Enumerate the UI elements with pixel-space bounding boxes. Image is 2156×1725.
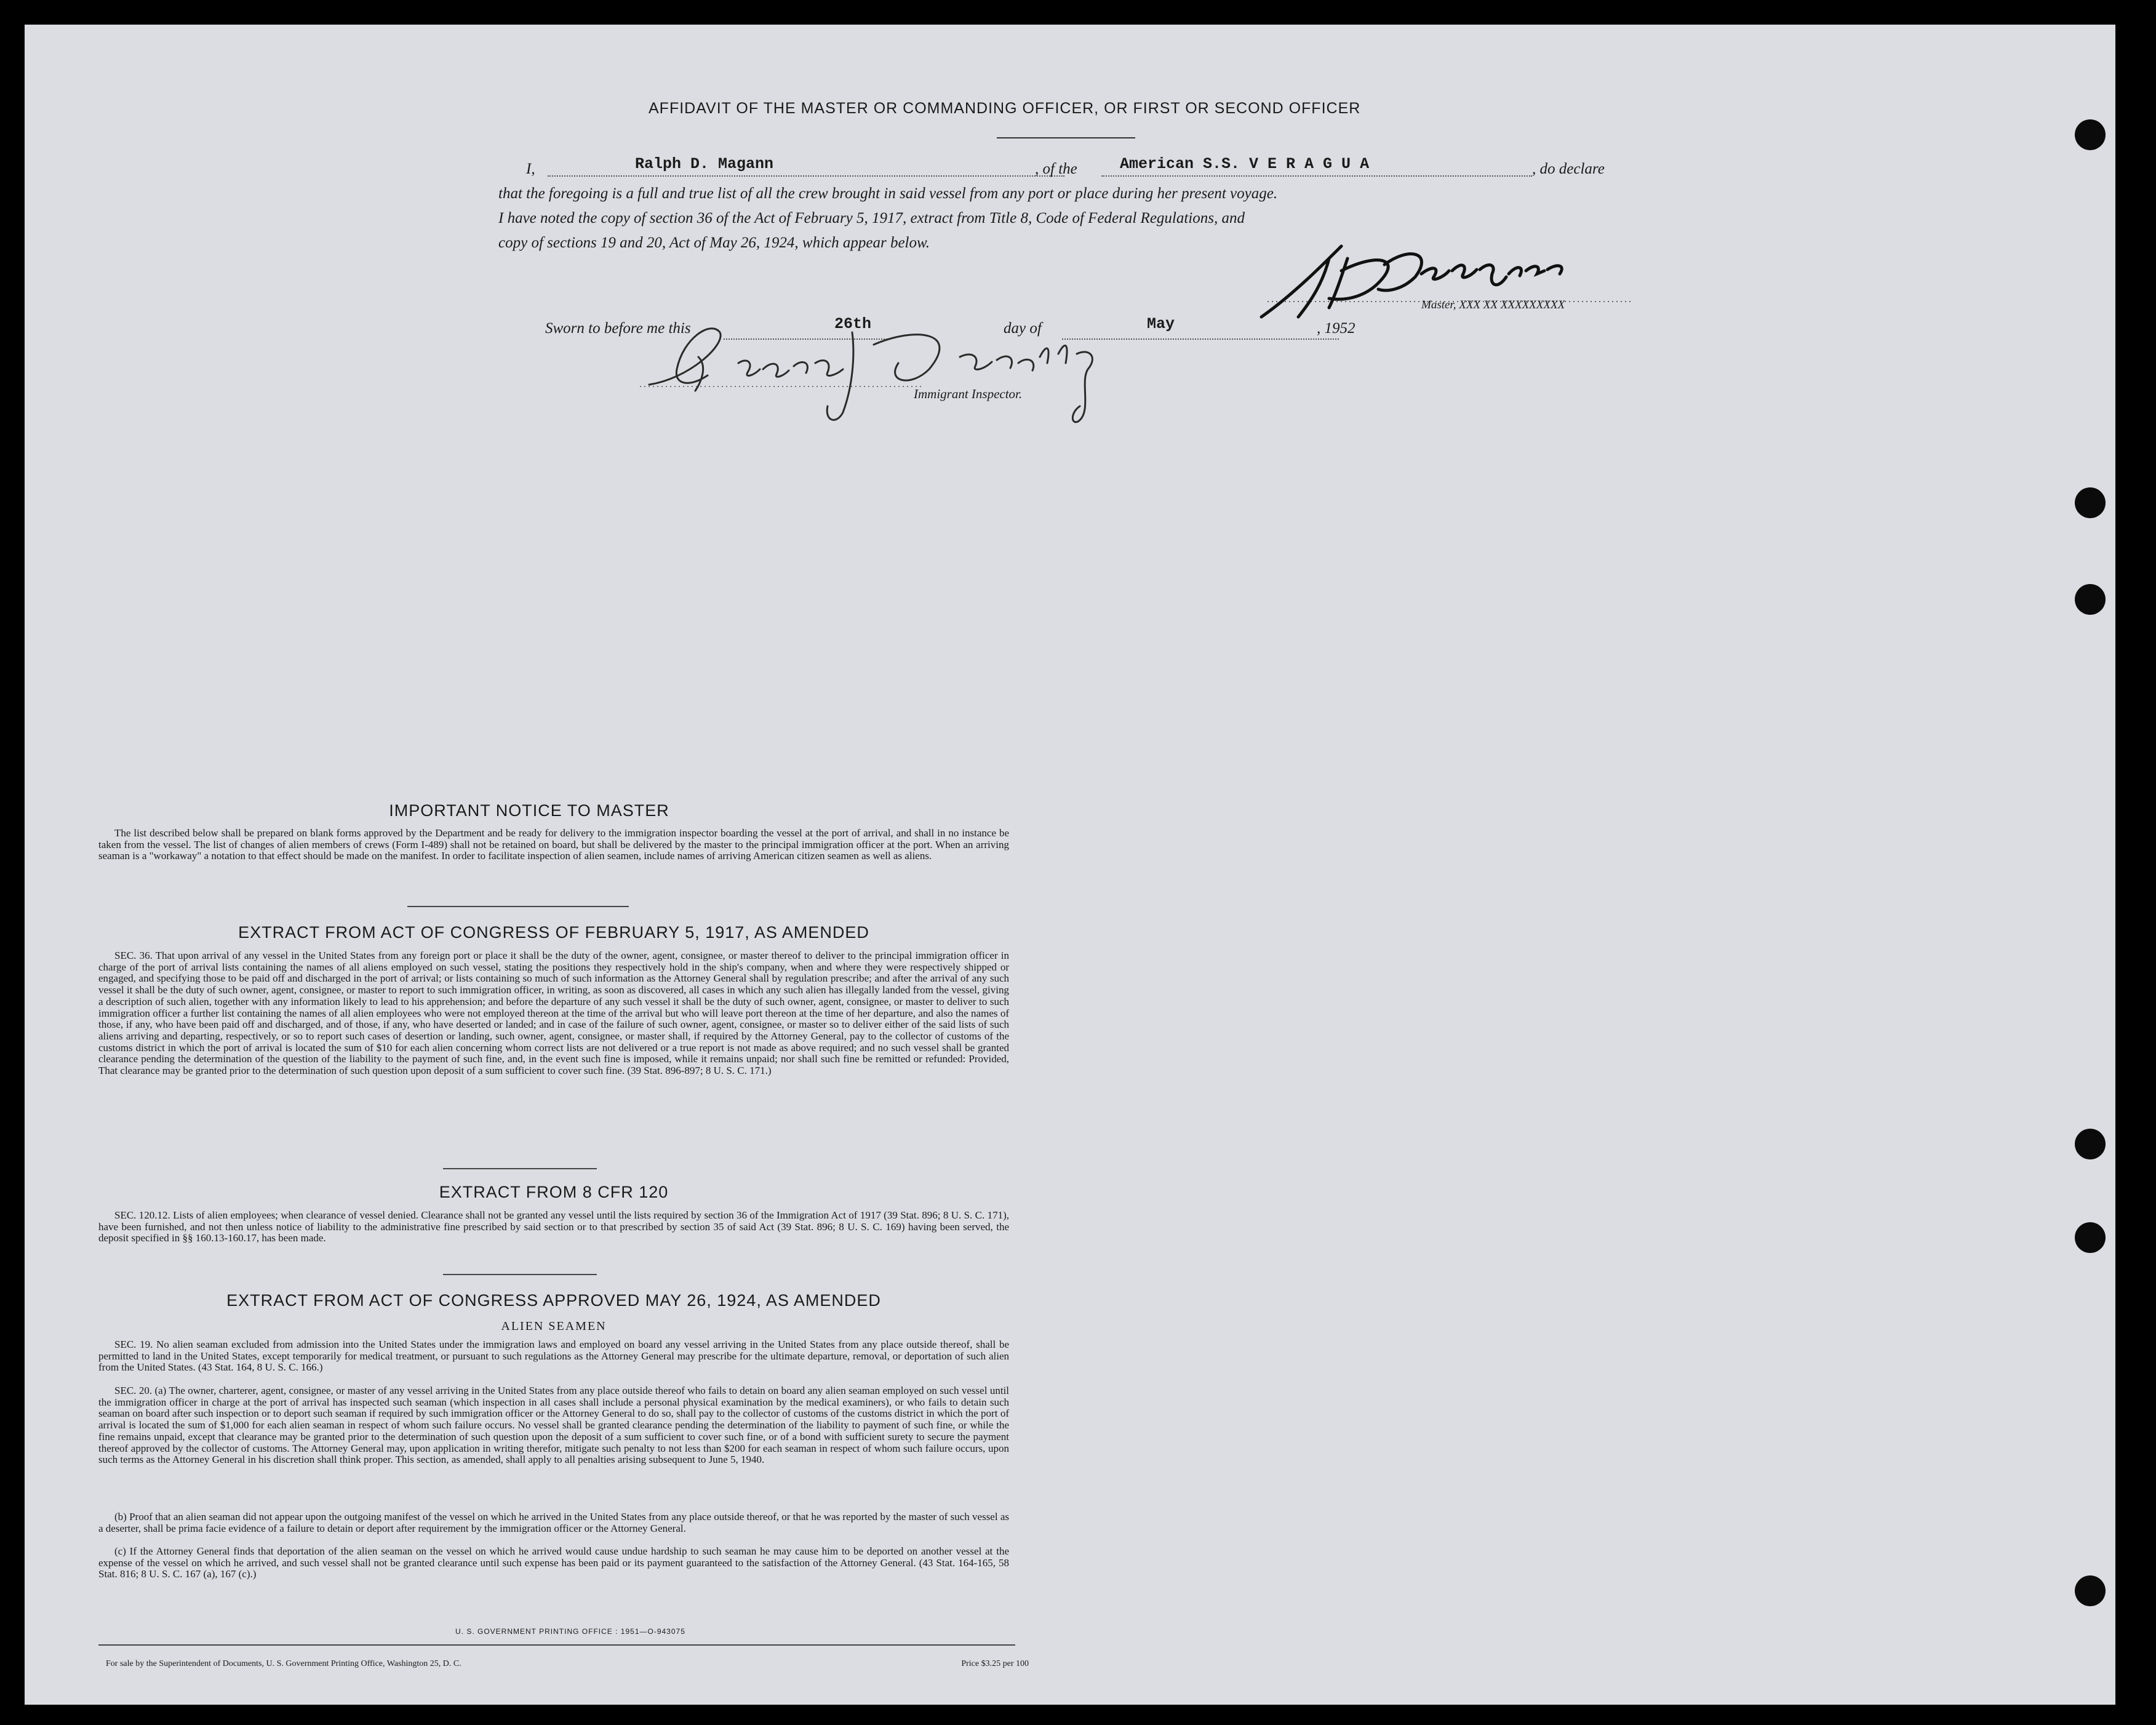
sec19-text: SEC. 19. No alien seaman excluded from admission into the United States under the immigration laws and employed on board any vessel arriving in the United States from any place outside thereof, shall be permitted to land in the United States, except temporarily for medical treatment, or pursuant to such regulations as the Attorney General may prescribe for the ultimate departure, removal, or deportation of such alien from the United States. (43 Stat. 164, 8 U. S. C. 166.) — [98, 1339, 1009, 1374]
notice-text: The list described below shall be prepared on blank forms approved by the Department and be ready for delivery to the immigration inspector boarding the vessel at the port of arrival, and shall in no instance be taken from the vessel. The list of changes of alien members of crews (Form I-489) shall not be retained on board, but shall be delivered by the master to the principal immigration officer at the port. When an arriving seaman is a "workaway" a notation to that effect should be made on the manifest. In order to facilitate inspection of alien seamen, include names of arriving American citizen seamen as well as aliens. — [98, 827, 1009, 862]
declaration-line-1 — [498, 157, 1664, 182]
divider — [443, 1168, 597, 1169]
sworn-month: May — [1147, 315, 1175, 333]
sec20a-text: SEC. 20. (a) The owner, charterer, agent, consignee, or master of any vessel arriving in the United States from any place outside thereof who fails to detain on board any alien seaman employed on such vessel until the immigration officer in charge at the port of arrival has inspected such seaman (which inspection in all cases shall include a personal physical examination by the medical examiners), or who fails to detain such seaman on board after such inspection or to deport such seaman if required by such immigration officer or the Attorney General to do so, shall pay to the collector of customs of the customs district in which the port of arrival is located the sum of $1,000 for each alien seaman in respect of whom such failure occurs. No vessel shall be granted clearance pending the determination of the liability to payment of such fine, or while the fine remains unpaid, except that clearance may be granted prior to the determination of such question upon the deposit of a sum sufficient to cover such fine, or of a bond with sufficient surety to secure the payment thereof approved by the collector of customs. The Attorney General may, upon application in writing therefor, mitigate such penalty to not less than $200 for each seaman in respect of whom such failure occurs, upon such terms as the Attorney General in his discretion shall think proper. This section, as amended, shall apply to all penalties arising subsequent to June 5, 1940. — [98, 1385, 1009, 1466]
vessel-name: American S.S. V E R A G U A — [1120, 155, 1370, 173]
extract-cfr-title: EXTRACT FROM 8 CFR 120 — [439, 1183, 669, 1201]
document-page — [25, 25, 2115, 1705]
punch-hole — [2075, 1222, 2106, 1253]
extract-1917-title: EXTRACT FROM ACT OF CONGRESS OF FEBRUARY 5, 1917, AS AMENDED — [238, 923, 869, 942]
sec20b-text: (b) Proof that an alien seaman did not appear upon the outgoing manifest of the vessel on which he arrived in the United States from any place outside thereof, or that he was reported by the master of such vessel as a deserter, shall be prima facie evidence of a failure to detain or deport after requirement by the immigration officer or the Attorney General. — [98, 1511, 1009, 1534]
declaration-line-3: I have noted the copy of section 36 of the Act of February 5, 1917, extract from Title 8, Code of Federal Regulations, and — [498, 210, 1245, 226]
punch-hole — [2075, 119, 2106, 150]
divider — [443, 1274, 597, 1275]
sworn-year: , 1952 — [1317, 320, 1355, 337]
of-the-label: , of the — [1035, 161, 1077, 177]
affidavit-title: AFFIDAVIT OF THE MASTER OR COMMANDING OFFICER, OR FIRST OR SECOND OFFICER — [649, 100, 1361, 117]
title-divider — [997, 137, 1135, 138]
declaration-line-4: copy of sections 19 and 20, Act of May 26, 1924, which appear below. — [498, 234, 930, 251]
alien-seamen-subtitle: ALIEN SEAMEN — [501, 1319, 607, 1333]
extract-1917-text: SEC. 36. That upon arrival of any vessel in the United States from any foreign port or place it shall be the duty of the owner, agent, consignee, or master thereof to deliver to the principal immigration officer in charge of the port of arrival lists containing the names of all aliens employed on such vessel, stating the positions they respectively hold in the ship's company, when and where they were respectively shipped or engaged, and specifying those to be paid off and discharged in the port of arrival; or lists containing so much of such information as the Attorney General shall by regulation prescribe; and after the arrival of any such vessel it shall be the duty of such owner, agent, consignee, or master to report to such immigration officer, in writing, as soon as discovered, all cases in which any such alien has illegally landed from the vessel, giving a description of such alien, together with any information likely to lead to his apprehension; and before the departure of any such vessel it shall be the duty of such owner, agent, consignee, or master to deliver to such immigration officer a further list containing the names of all alien employees who were not employed thereon at the time of the arrival but who will leave port thereon at the time of her departure, and also the names of those, if any, who have been paid off and discharged, and of those, if any, who have deserted or landed; and in case of the failure of such owner, agent, consignee, or master so to deliver either of the said lists of such aliens arriving and departing, respectively, or so to report such cases of desertion or landing, such owner, agent, consignee, or master shall, if required by the Attorney General, pay to the collector of customs of the customs district in which the port of arrival is located the sum of $10 for each alien concerning whom correct lists are not delivered or a true report is not made as above required; and no such vessel shall be granted clearance pending the determination of the question of the liability to the payment of such fine, and, in the event such fine is imposed, while it remains unpaid; nor shall such fine be remitted or refunded: Provided, That clearance may be granted prior to the determination of such question upon deposit of a sum sufficient to cover such fine. (39 Stat. 896-897; 8 U. S. C. 171.) — [98, 950, 1009, 1077]
punch-hole — [2075, 1129, 2106, 1159]
punch-hole — [2075, 487, 2106, 518]
footer-divider — [98, 1644, 1015, 1646]
footer — [106, 1659, 1029, 1669]
price-note: Price $3.25 per 100 — [961, 1659, 1029, 1668]
sworn-label: Sworn to before me this — [545, 320, 691, 337]
declaration-line-2: that the foregoing is a full and true list of all the crew brought in said vessel from any port or place during her present voyage. — [498, 185, 1278, 202]
punch-hole — [2075, 1575, 2106, 1606]
sec20c-text: (c) If the Attorney General finds that deportation of the alien seaman on the vessel on which he arrived would cause undue hardship to such seaman he may cause him to be deported on another vessel at the expense of the vessel on which he arrived, and such vessel shall not be granted clearance until such expense has been paid or its payment guaranteed to the satisfaction of the Attorney General. (43 Stat. 164-165, 58 Stat. 816; 8 U. S. C. 167 (a), 167 (c).) — [98, 1545, 1009, 1580]
punch-hole — [2075, 584, 2106, 615]
extract-1924-title: EXTRACT FROM ACT OF CONGRESS APPROVED MAY 26, 1924, AS AMENDED — [226, 1291, 881, 1310]
do-declare-label: , do declare — [1532, 161, 1605, 177]
inspector-signature — [640, 320, 1231, 425]
divider — [407, 906, 629, 907]
extract-cfr-text: SEC. 120.12. Lists of alien employees; when clearance of vessel denied. Clearance shall not be granted any vessel until the lists required by section 36 of the Immigration Act of 1917 (39 Stat. 896; 8 U. S. C. 171), have been furnished, and not then unless notice of liability to the administrative fine prescribed by said section or to that prescribed by section 35 of said Act (39 Stat. 896; 8 U. S. C. 169) having been served, the deposit specified in §§ 160.13-160.17, has been made. — [98, 1209, 1009, 1244]
inspector-caption: Immigrant Inspector. — [914, 386, 1023, 401]
day-of-label: day of — [1004, 320, 1042, 337]
master-caption: Master, XXX XX XXXXXXXXX — [1421, 298, 1565, 311]
sworn-day: 26th — [834, 315, 872, 333]
i-label: I, — [526, 161, 535, 177]
declarant-name: Ralph D. Magann — [635, 155, 774, 173]
printing-office-imprint: U. S. GOVERNMENT PRINTING OFFICE : 1951—O-943075 — [455, 1627, 685, 1636]
notice-title: IMPORTANT NOTICE TO MASTER — [389, 801, 669, 820]
for-sale-note: For sale by the Superintendent of Documents, U. S. Government Printing Office, Washington 25, D. C. — [106, 1659, 461, 1668]
